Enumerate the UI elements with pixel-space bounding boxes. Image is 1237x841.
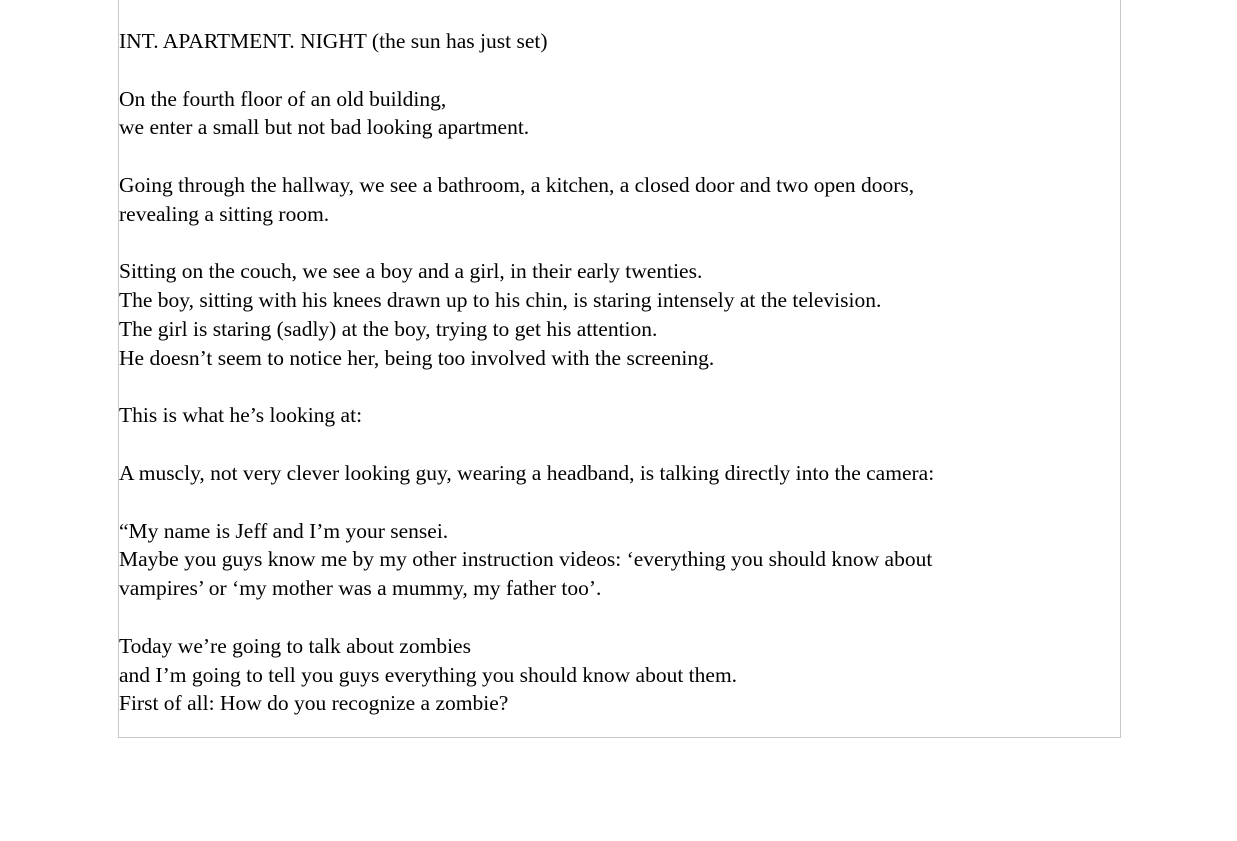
text-line: and I’m going to tell you guys everything you should know about them. (119, 662, 738, 687)
text-line: This is what he’s looking at: (119, 403, 363, 428)
paragraph-zombies (119, 632, 1109, 718)
text-line: Maybe you guys know me by my other instruction videos: ‘everything you should know about (119, 547, 933, 572)
text-line: Sitting on the couch, we see a boy and a girl, in their early twenties. (119, 259, 703, 284)
paragraph-guy (119, 459, 1109, 488)
text-line: First of all: How do you recognize a zombie? (119, 691, 509, 716)
text-line: On the fourth floor of an old building, (119, 86, 447, 111)
text-line: INT. APARTMENT. NIGHT (the sun has just set) (119, 29, 548, 53)
text-line: The boy, sitting with his knees drawn up to his chin, is staring intensely at the television. (119, 288, 882, 313)
text-line: revealing a sitting room. (119, 201, 330, 226)
paragraph-couch (119, 257, 1109, 372)
paragraph-building (119, 85, 1109, 143)
document-page[interactable] (118, 0, 1121, 738)
text-line: “My name is Jeff and I’m your sensei. (119, 518, 449, 543)
text-line: Today we’re going to talk about zombies (119, 633, 471, 658)
paragraph-sensei (119, 517, 1109, 603)
paragraph-hallway (119, 171, 1109, 229)
text-line: A muscly, not very clever looking guy, wearing a headband, is talking directly into the camera: (119, 460, 935, 485)
paragraph-scene-heading (119, 27, 1109, 56)
paragraph-looking (119, 401, 1109, 430)
text-line: The girl is staring (sadly) at the boy, trying to get his attention. (119, 316, 658, 341)
text-line: He doesn’t seem to notice her, being too involved with the screening. (119, 345, 715, 370)
text-line: Going through the hallway, we see a bathroom, a kitchen, a closed door and two open doors, (119, 172, 915, 197)
text-line: we enter a small but not bad looking apartment. (119, 115, 530, 140)
document-body[interactable] (119, 27, 1109, 747)
text-line: vampires’ or ‘my mother was a mummy, my father too’. (119, 576, 602, 601)
